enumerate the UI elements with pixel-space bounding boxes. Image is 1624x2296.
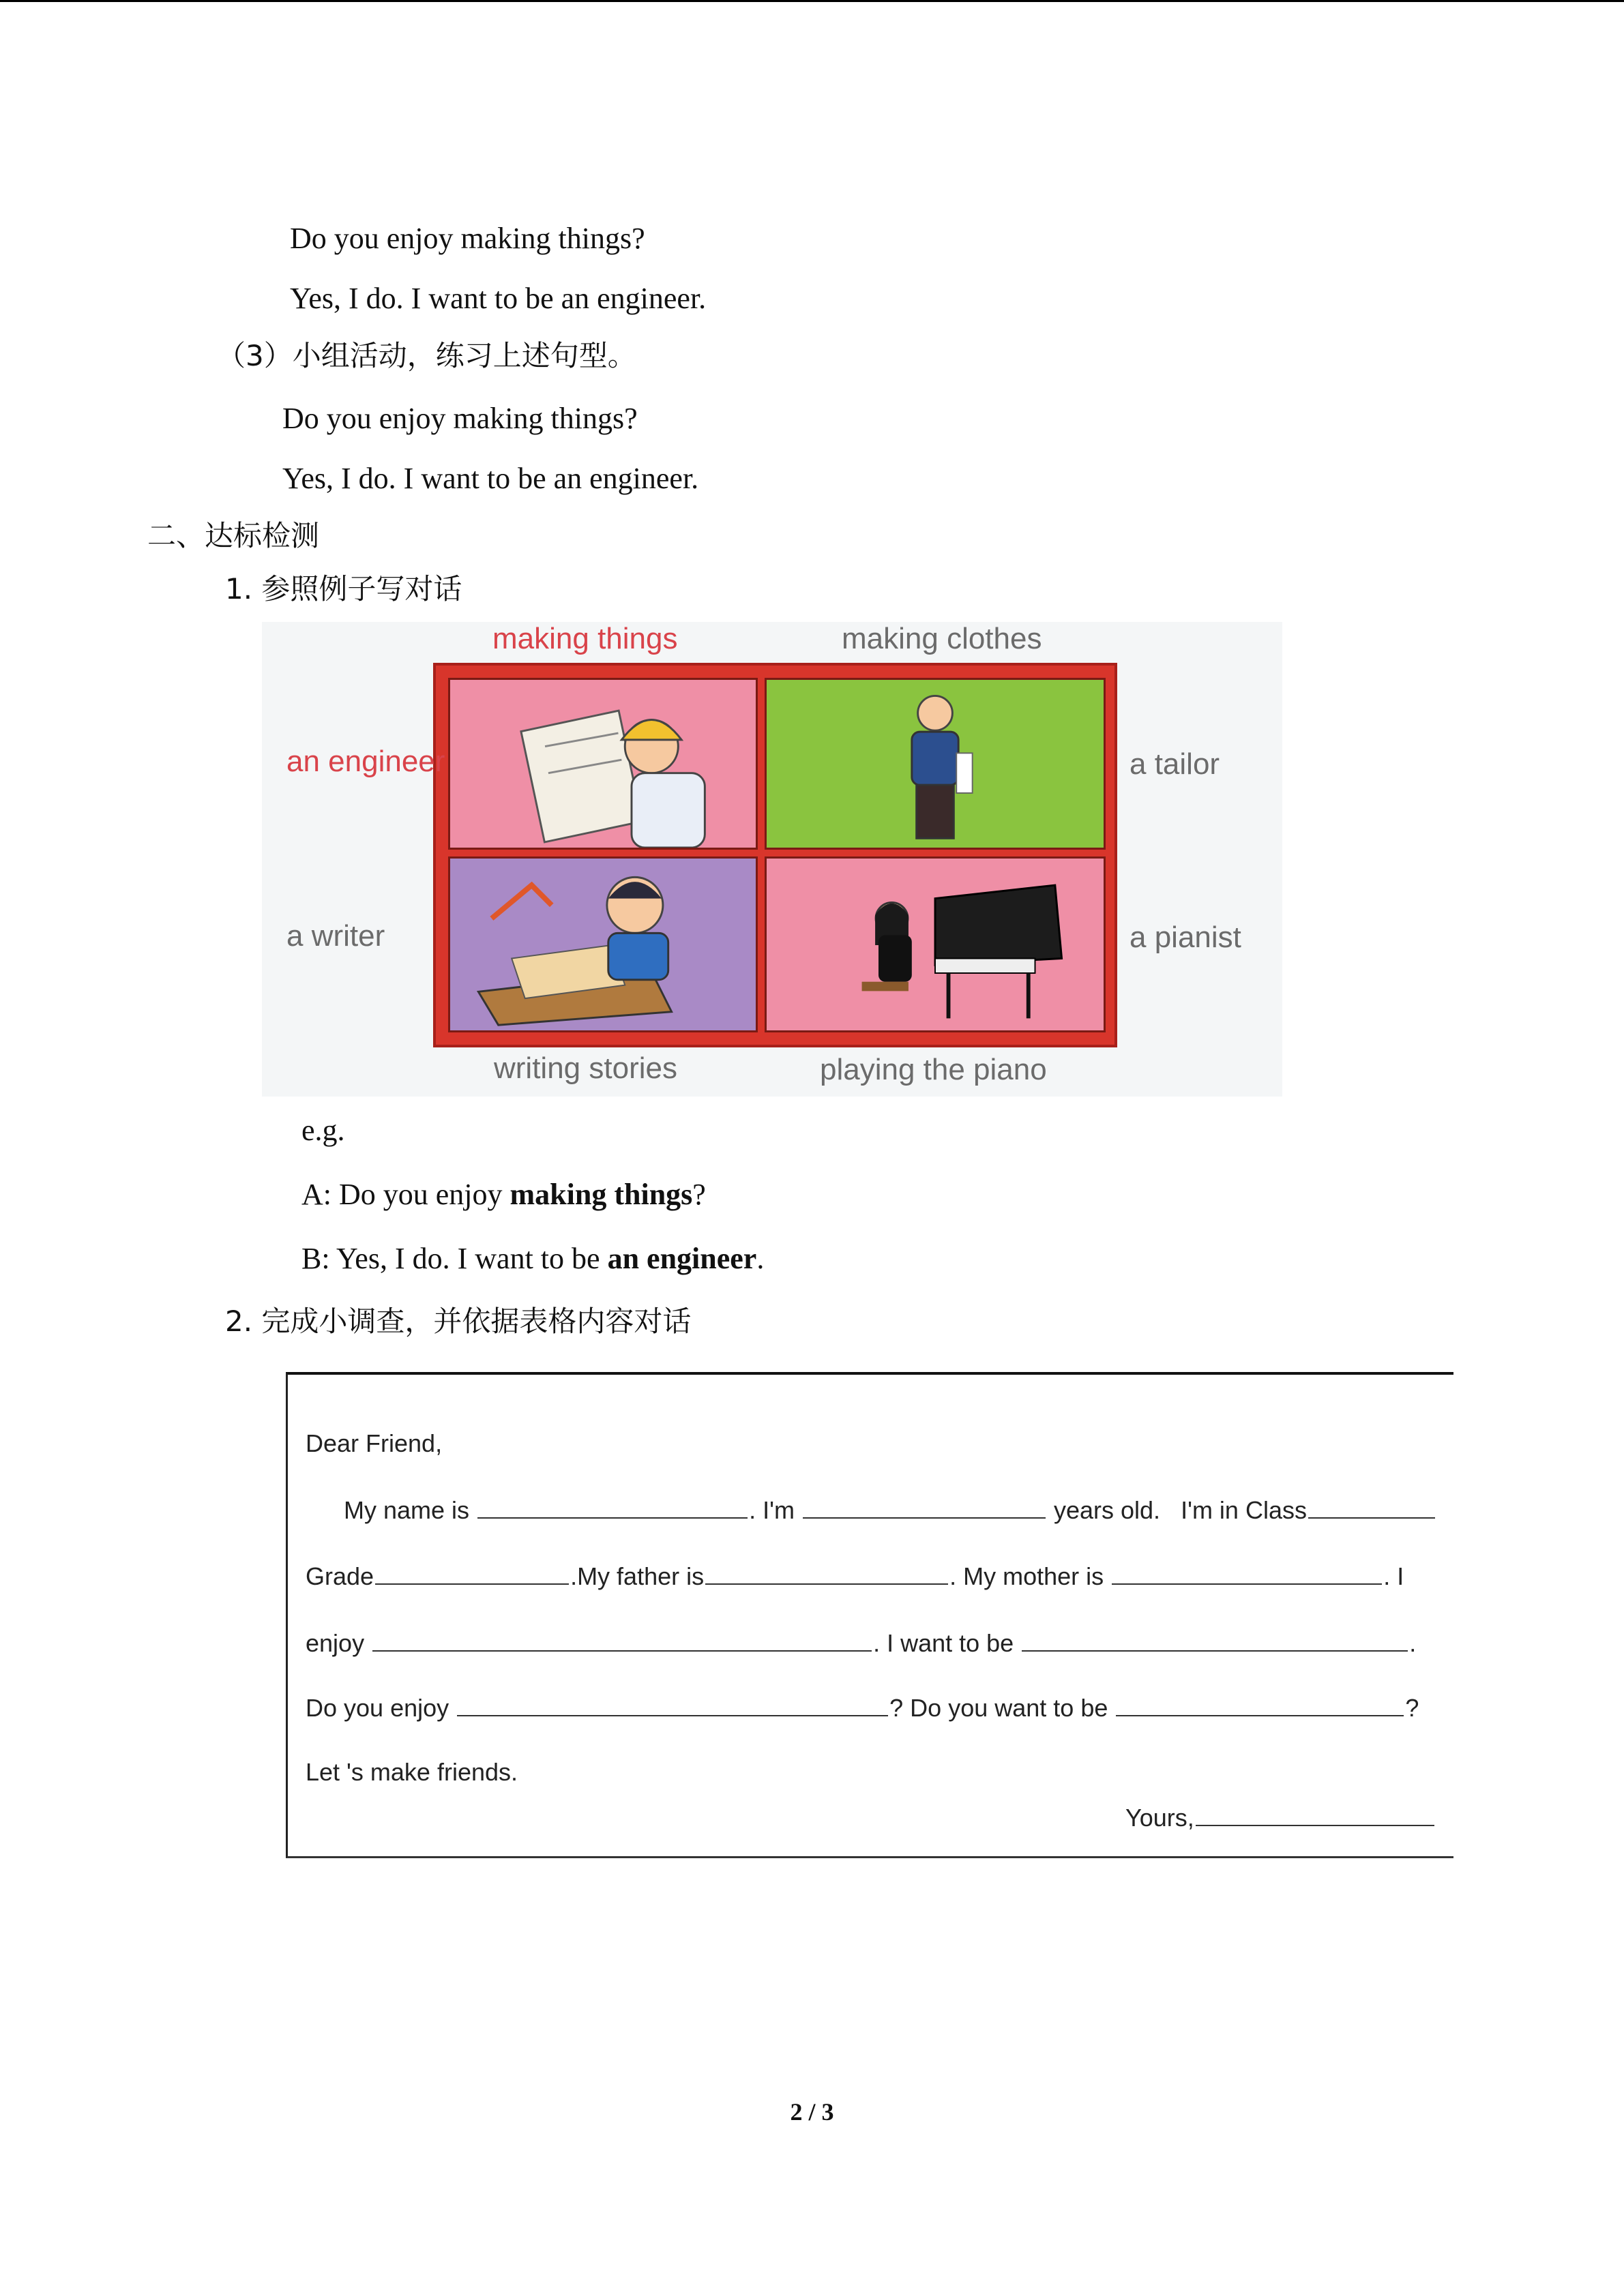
ask-enjoy-blank[interactable] xyxy=(457,1692,888,1716)
letter-greeting: Dear Friend, xyxy=(306,1429,443,1457)
label-making-things: making things xyxy=(492,622,678,655)
letter-line-2 xyxy=(306,1560,1404,1591)
letter-l3-text-a: enjoy xyxy=(306,1629,365,1657)
intro-answer-2: Yes, I do. I want to be an engineer. xyxy=(282,462,699,495)
section-2-title: 二、达标检测 xyxy=(147,519,320,552)
letter-line-3 xyxy=(306,1627,1416,1658)
want-to-be-blank[interactable] xyxy=(1022,1627,1408,1652)
step-3-heading: （3）小组活动，练习上述句型。 xyxy=(217,339,636,372)
tailor-illustration xyxy=(765,678,1106,850)
letter-l4-text-b: ? Do you want to be xyxy=(889,1694,1108,1722)
example-line-a xyxy=(301,1176,706,1214)
letter-l1-text-a: My name is xyxy=(344,1496,470,1524)
name-blank[interactable] xyxy=(477,1494,748,1519)
top-border-line xyxy=(0,0,1624,2)
intro-answer-1: Yes, I do. I want to be an engineer. xyxy=(290,282,707,315)
example-eg: e.g. xyxy=(301,1114,345,1147)
label-playing-the-piano: playing the piano xyxy=(820,1053,1047,1086)
example-b-suffix: . xyxy=(756,1242,765,1275)
example-b-prefix: B: Yes, I do. I want to be xyxy=(301,1242,608,1275)
letter-l3-text-b: . I want to be xyxy=(873,1629,1014,1657)
mother-blank[interactable] xyxy=(1112,1560,1382,1585)
letter-l2-text-a: Grade xyxy=(306,1562,374,1590)
letter-closing: Let 's make friends. xyxy=(306,1758,518,1786)
age-blank[interactable] xyxy=(803,1494,1046,1519)
example-a-suffix: ? xyxy=(692,1178,706,1211)
question-1-text: 1. 参照例子写对话 xyxy=(225,572,462,606)
letter-l4-text-c: ? xyxy=(1405,1694,1419,1722)
writer-illustration xyxy=(448,856,758,1032)
example-b-bold: an engineer xyxy=(607,1242,757,1275)
father-blank[interactable] xyxy=(705,1560,948,1585)
letter-l2-text-b: .My father is xyxy=(570,1562,705,1590)
letter-l2-text-c: . My mother is xyxy=(949,1562,1104,1590)
letter-l2-text-d: . I xyxy=(1383,1562,1404,1590)
letter-line-4 xyxy=(306,1692,1419,1723)
letter-yours: Yours, xyxy=(1125,1804,1194,1832)
picture-frame xyxy=(433,663,1117,1047)
label-a-writer: a writer xyxy=(286,919,385,953)
label-a-tailor: a tailor xyxy=(1130,747,1220,781)
letter-l1-text-c: years old. xyxy=(1053,1496,1161,1524)
letter-signature xyxy=(1125,1802,1436,1832)
pianist-illustration xyxy=(765,856,1106,1032)
intro-question-1: Do you enjoy making things? xyxy=(290,222,645,255)
intro-question-2: Do you enjoy making things? xyxy=(282,402,638,435)
letter-l1-text-d: I'm in Class xyxy=(1181,1496,1307,1524)
letter-l4-text-a: Do you enjoy xyxy=(306,1694,449,1722)
engineer-illustration xyxy=(448,678,758,850)
class-blank[interactable] xyxy=(1308,1494,1435,1519)
example-a-prefix: A: Do you enjoy xyxy=(301,1178,510,1211)
question-1-heading xyxy=(225,570,462,608)
letter-form xyxy=(286,1372,1453,1858)
grade-blank[interactable] xyxy=(375,1560,569,1585)
enjoy-blank[interactable] xyxy=(372,1627,872,1652)
signature-blank[interactable] xyxy=(1196,1802,1434,1826)
label-an-engineer: an engineer xyxy=(286,745,445,778)
page-number: 2 / 3 xyxy=(790,2098,834,2126)
letter-l1-text-b: . I'm xyxy=(749,1496,795,1524)
label-writing-stories: writing stories xyxy=(494,1052,677,1085)
letter-line-1 xyxy=(344,1494,1436,1525)
example-a-bold: making things xyxy=(510,1178,693,1211)
occupation-picture xyxy=(262,622,1282,1097)
ask-want-blank[interactable] xyxy=(1116,1692,1404,1716)
label-a-pianist: a pianist xyxy=(1130,921,1241,954)
letter-l3-text-c: . xyxy=(1409,1629,1417,1657)
question-2-heading: 2. 完成小调查，并依据表格内容对话 xyxy=(225,1304,692,1338)
label-making-clothes: making clothes xyxy=(842,622,1042,655)
example-line-b xyxy=(301,1240,764,1278)
